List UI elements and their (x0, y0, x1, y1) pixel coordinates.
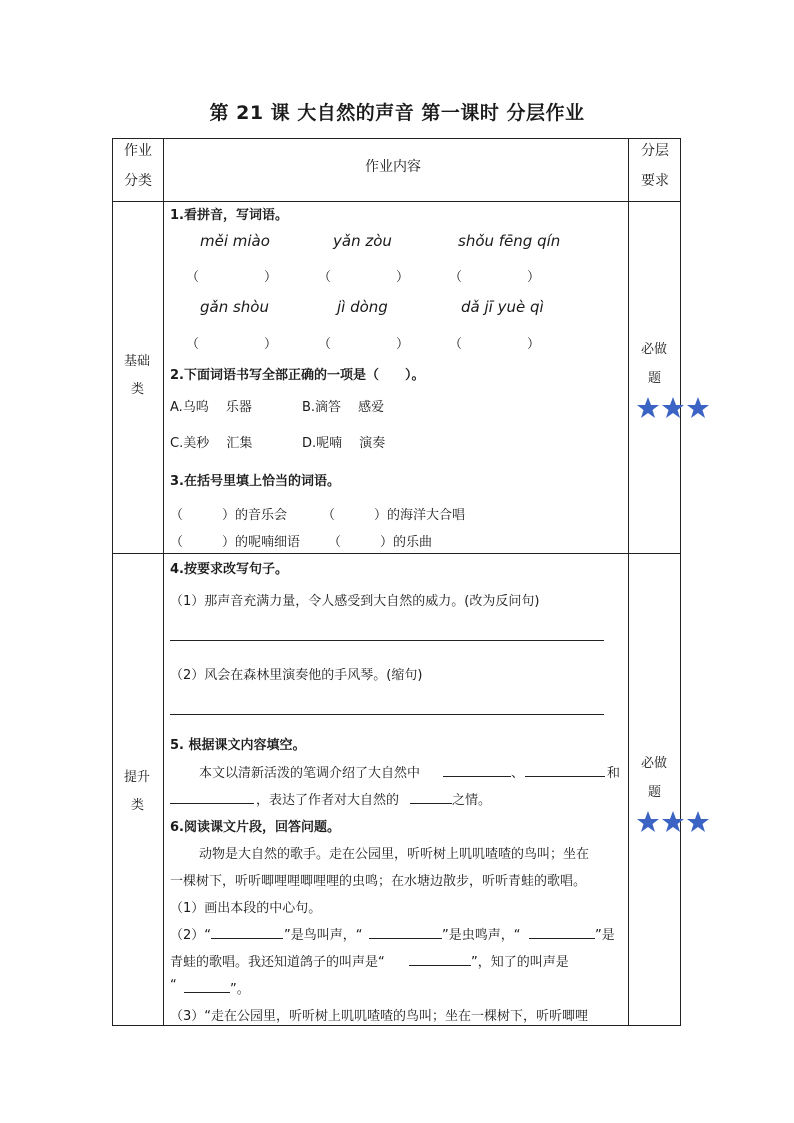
q6-sub2-text: 青蛙的歌唱。我还知道鸽子的叫声是“ (170, 955, 385, 970)
star-icon (636, 810, 660, 834)
q1-answer-blank[interactable]: （ ） (449, 337, 541, 352)
q6-sub2-text: ”，知了的叫声是 (471, 955, 569, 970)
q3-fill-blank[interactable]: （ ）的乐曲 (328, 535, 433, 550)
q2-option-a[interactable]: A.乌呜 乐器 (170, 400, 252, 415)
header-level-line2: 要求 (641, 173, 669, 189)
q6-title: 6.阅读课文片段，回答问题。 (170, 820, 340, 835)
q5-blank-4[interactable] (410, 803, 452, 804)
q1-pinyin: měi miào (200, 232, 270, 250)
q4-title: 4.按要求改写句子。 (170, 562, 288, 577)
table-border-right (680, 138, 681, 1026)
q6-blank-pigeon[interactable] (409, 965, 471, 966)
q5-blank-3[interactable] (170, 803, 254, 804)
q5-line1-and: 和 (607, 766, 621, 781)
advanced-star-rating (636, 810, 711, 834)
q6-sub2-text: ”是 (595, 928, 615, 943)
advanced-category-line1: 提升 (124, 770, 151, 785)
q1-pinyin: gǎn shòu (200, 298, 269, 316)
q1-pinyin: shǒu fēng qín (458, 232, 561, 250)
q2-option-c[interactable]: C.美秒 汇集 (170, 436, 253, 451)
table-column-divider (628, 138, 629, 1026)
q1-pinyin: jì dòng (337, 298, 388, 316)
star-icon (686, 396, 710, 420)
q5-blank-1[interactable] (443, 776, 511, 777)
q6-sub2-text: “ (170, 978, 177, 993)
table-row-divider (112, 201, 681, 202)
q5-line2-end: 之情。 (452, 793, 492, 808)
header-level-line1: 分层 (641, 143, 669, 159)
star-icon (686, 810, 710, 834)
q6-sub2-text: ”是虫鸣声，“ (442, 928, 521, 943)
q5-line2-text: ，表达了作者对大自然的 (256, 793, 400, 808)
q1-answer-blank[interactable]: （ ） (186, 337, 278, 352)
advanced-category-line2: 类 (131, 798, 145, 813)
star-icon (636, 396, 660, 420)
table-column-divider (163, 138, 164, 1026)
table-row-divider (112, 553, 681, 554)
q1-title: 1.看拼音，写词语。 (170, 208, 288, 223)
q1-pinyin: dǎ jī yuè qì (461, 298, 544, 316)
table-border-bottom (112, 1025, 681, 1026)
q1-pinyin: yǎn zòu (333, 232, 392, 250)
table-border-top (112, 138, 681, 139)
basic-category-line2: 类 (131, 382, 145, 397)
q3-fill-blank[interactable]: （ ）的海洋大合唱 (322, 508, 466, 523)
table-border-left (112, 138, 113, 1026)
advanced-level-line1: 必做 (641, 756, 668, 771)
page-title: 第 21 课 大自然的声音 第一课时 分层作业 (209, 102, 585, 124)
q1-answer-blank[interactable]: （ ） (318, 337, 410, 352)
q1-answer-blank[interactable]: （ ） (318, 270, 410, 285)
q4-sentence-2: （2）风会在森林里演奏他的手风琴。(缩句) (170, 668, 423, 683)
basic-star-rating (636, 396, 711, 420)
q5-line1-text: 本文以清新活泼的笔调介绍了大自然中 (199, 766, 421, 781)
q2-option-d[interactable]: D.呢喃 演奏 (302, 436, 386, 451)
q6-sub-question-3: （3）“走在公园里，听听树上叽叽喳喳的鸟叫；坐在一棵树下，听听唧哩 (170, 1009, 589, 1024)
q4-answer-line-2[interactable] (170, 714, 604, 715)
q6-passage-line-2: 一棵树下，听听唧哩哩唧哩哩的虫鸣；在水塘边散步，听听青蛙的歌唱。 (170, 874, 587, 889)
q3-fill-blank[interactable]: （ ）的呢喃细语 (170, 535, 301, 550)
q6-blank-cicada[interactable] (184, 992, 230, 993)
q6-blank-insect[interactable] (369, 938, 442, 939)
q6-sub-question-1: （1）画出本段的中心句。 (170, 901, 322, 916)
q5-line1-sep: 、 (511, 766, 525, 781)
header-content: 作业内容 (365, 159, 421, 175)
advanced-level-line2: 题 (648, 785, 662, 800)
header-category-line1: 作业 (124, 143, 152, 159)
basic-level-line1: 必做 (641, 342, 668, 357)
q4-answer-line-1[interactable] (170, 640, 604, 641)
q3-fill-blank[interactable]: （ ）的音乐会 (170, 508, 288, 523)
q1-answer-blank[interactable]: （ ） (186, 270, 278, 285)
star-icon (661, 396, 685, 420)
q5-title: 5. 根据课文内容填空。 (170, 738, 306, 753)
q3-title: 3.在括号里填上恰当的词语。 (170, 474, 340, 489)
q1-answer-blank[interactable]: （ ） (449, 270, 541, 285)
star-icon (661, 810, 685, 834)
basic-level-line2: 题 (648, 371, 662, 386)
header-category-line2: 分类 (124, 173, 152, 189)
q2-title: 2.下面词语书写全部正确的一项是（ ）。 (170, 368, 425, 383)
q2-option-b[interactable]: B.滴答 感爱 (302, 400, 385, 415)
q6-passage-line-1: 动物是大自然的歌手。走在公园里，听听树上叽叽喳喳的鸟叫；坐在 (199, 847, 590, 862)
q6-sub2-text: ”是鸟叫声，“ (284, 928, 363, 943)
q6-blank-frog[interactable] (529, 938, 595, 939)
q5-blank-2[interactable] (525, 776, 605, 777)
basic-category-line1: 基础 (124, 354, 151, 369)
q6-blank-bird[interactable] (211, 938, 283, 939)
q6-sub2-text: （2）“ (170, 928, 212, 943)
q4-sentence-1: （1）那声音充满力量，令人感受到大自然的威力。(改为反问句) (170, 594, 540, 609)
q6-sub2-text: ”。 (230, 982, 250, 997)
